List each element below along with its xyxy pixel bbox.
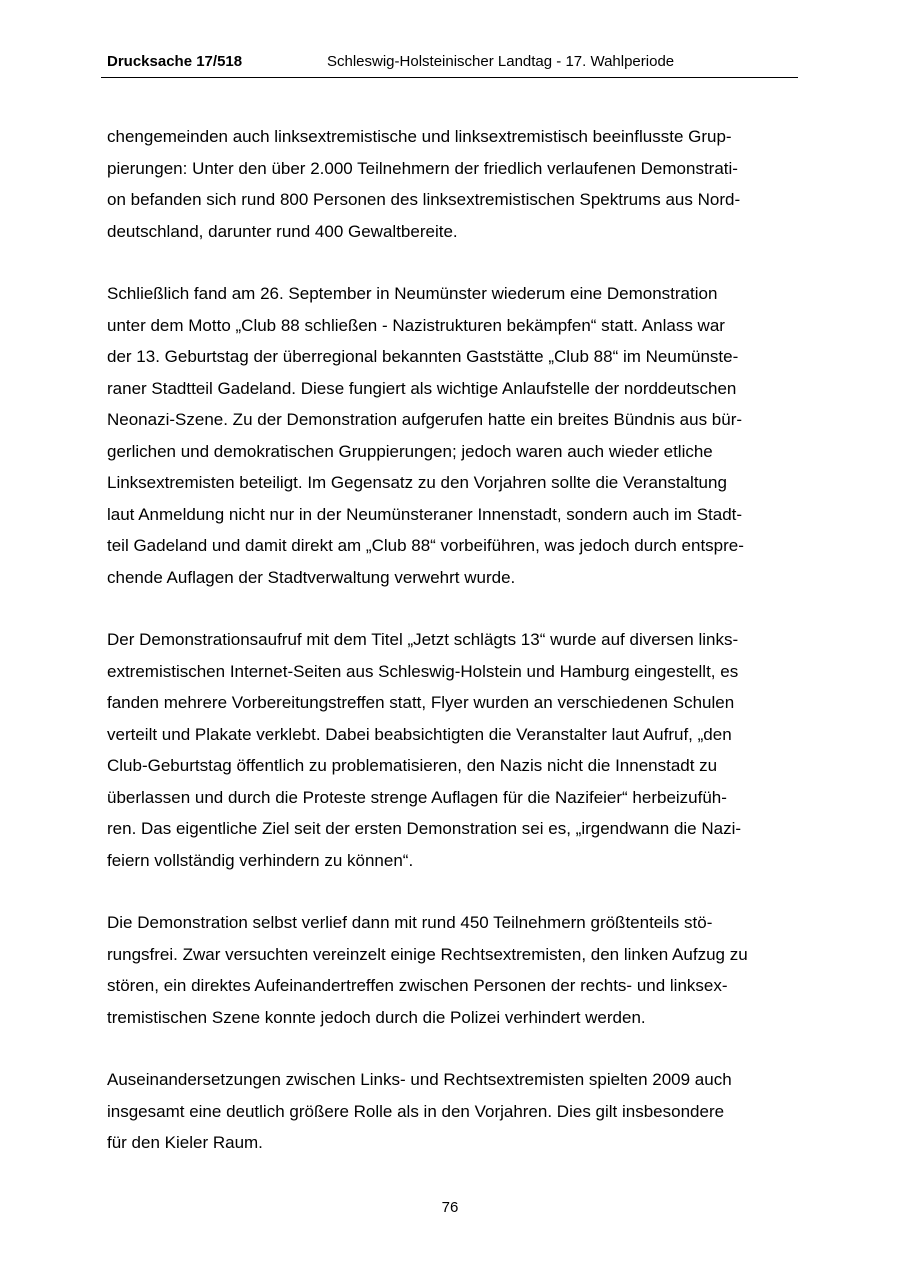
text-line: extremistischen Internet-Seiten aus Schleswig-Holstein und Hamburg eingestellt, es — [107, 661, 739, 681]
text-line: unter dem Motto „Club 88 schließen - Nazistrukturen bekämpfen“ statt. Anlass war — [107, 315, 725, 335]
paragraph — [107, 121, 799, 247]
text-line: tremistischen Szene konnte jedoch durch die Polizei verhindert werden. — [107, 1007, 646, 1027]
text-line: Die Demonstration selbst verlief dann mit rund 450 Teilnehmern größtenteils stö- — [107, 913, 713, 932]
text-line: Club-Geburtstag öffentlich zu problematisieren, den Nazis nicht die Innenstadt zu — [107, 756, 718, 775]
text-line: feiern vollständig verhindern zu können“. — [107, 850, 414, 870]
paragraph — [107, 278, 799, 593]
text-line: verteilt und Plakate verklebt. Dabei beabsichtigten die Veranstalter laut Aufruf, „den — [107, 724, 732, 744]
text-line: für den Kieler Raum. — [107, 1133, 263, 1152]
text-line: raner Stadtteil Gadeland. Diese fungiert als wichtige Anlaufstelle der norddeutschen — [107, 378, 737, 398]
text-line: teil Gadeland und damit direkt am „Club 88“ vorbeiführen, was jedoch durch entspre- — [107, 536, 744, 555]
document-number: Drucksache 17/518 — [107, 53, 243, 70]
text-line: fanden mehrere Vorbereitungstreffen statt, Flyer wurden an verschiedenen Schulen — [107, 693, 735, 712]
text-line: laut Anmeldung nicht nur in der Neumünsteraner Innenstadt, sondern auch im Stadt- — [107, 504, 743, 524]
text-line: rungsfrei. Zwar versuchten vereinzelt einige Rechtsextremisten, den linken Aufzug zu — [107, 944, 748, 964]
text-line: Schließlich fand am 26. September in Neumünster wiederum eine Demonstration — [107, 284, 718, 303]
page-header — [101, 50, 798, 78]
text-line: stören, ein direktes Aufeinandertreffen zwischen Personen der rechts- und linksex- — [107, 976, 728, 995]
text-line: insgesamt eine deutlich größere Rolle als in den Vorjahren. Dies gilt insbesondere — [107, 1101, 725, 1121]
text-line: chende Auflagen der Stadtverwaltung verwehrt wurde. — [107, 567, 516, 587]
paragraph — [107, 624, 799, 876]
text-line: on befanden sich rund 800 Personen des linksextremistischen Spektrums aus Nord- — [107, 190, 741, 209]
text-line: Auseinandersetzungen zwischen Links- und Rechtsextremisten spielten 2009 auch — [107, 1070, 732, 1089]
text-line: Neonazi-Szene. Zu der Demonstration aufgerufen hatte ein breites Bündnis aus bür- — [107, 410, 743, 429]
text-line: der 13. Geburtstag der überregional bekannten Gaststätte „Club 88“ im Neumünste- — [107, 347, 739, 366]
parliament-title: Schleswig-Holsteinischer Landtag - 17. Wahlperiode — [327, 53, 675, 70]
paragraph — [107, 907, 799, 1033]
page-number: 76 — [441, 1199, 459, 1216]
paragraph — [107, 1064, 799, 1159]
text-line: ren. Das eigentliche Ziel seit der ersten Demonstration sei es, „irgendwann die Nazi- — [107, 819, 742, 838]
text-line: gerlichen und demokratischen Gruppierungen; jedoch waren auch wieder etliche — [107, 441, 713, 461]
text-line: deutschland, darunter rund 400 Gewaltbereite. — [107, 221, 458, 241]
text-line: überlassen und durch die Proteste strenge Auflagen für die Nazifeier“ herbeizufüh- — [107, 787, 727, 807]
text-line: pierungen: Unter den über 2.000 Teilnehmern der friedlich verlaufenen Demonstrati- — [107, 158, 738, 178]
text-line: chengemeinden auch linksextremistische und linksextremistisch beeinflusste Grup- — [107, 127, 732, 146]
text-line: Der Demonstrationsaufruf mit dem Titel „Jetzt schlägts 13“ wurde auf diversen links- — [107, 630, 739, 649]
document-body — [107, 121, 799, 1190]
text-line: Linksextremisten beteiligt. Im Gegensatz zu den Vorjahren sollte die Veranstaltung — [107, 473, 727, 492]
